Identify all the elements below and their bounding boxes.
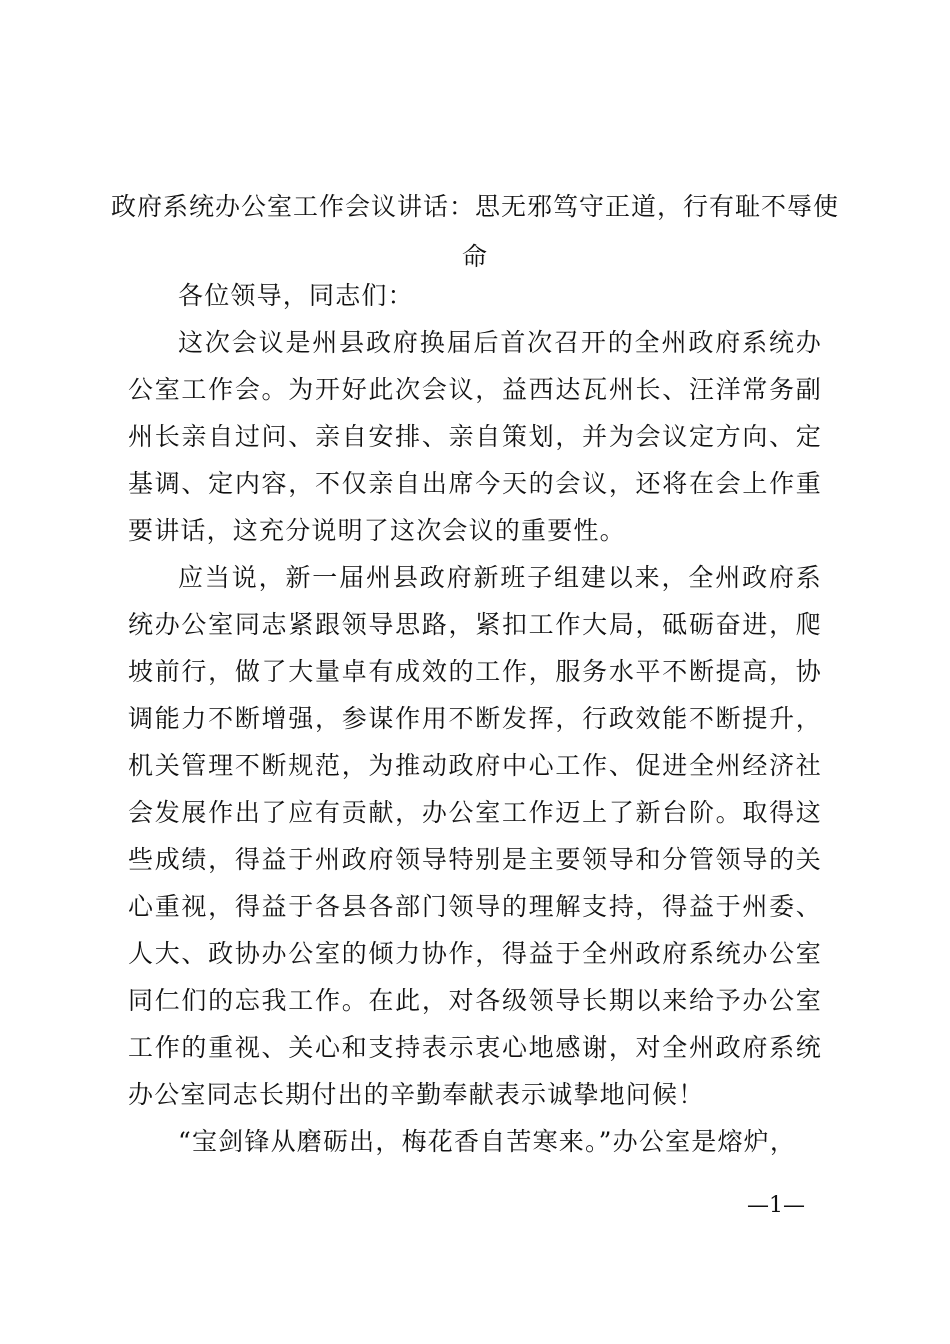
paragraph-2: 应当说，新一届州县政府新班子组建以来，全州政府系统办公室同志紧跟领导思路，紧扣工作大局，砥砺奋进，爬坡前行，做了大量卓有成效的工作，服务水平不断提高，协调能力不断增强，参谋作用不断发挥，行政效能不断提升，机关管理不断规范，为推动政府中心工作、促进全州经济社会发展作出了应有贡献，办公室工作迈上了新台阶。取得这些成绩，得益于州政府领导特别是主要领导和分管领导的关心重视，得益于各县各部门领导的理解支持，得益于州委、人大、政协办公室的倾力协作，得益于全州政府系统办公室同仁们的忘我工作。在此，对各级领导长期以来给予办公室工作的重视、关心和支持表示衷心地感谢，对全州政府系统办公室同志长期付出的辛勤奉献表示诚挚地问候！: [128, 563, 822, 1109]
paragraph-3: “宝剑锋从磨砺出，梅花香自苦寒来。”办公室是熔炉，: [178, 1127, 797, 1156]
document-title: 政府系统办公室工作会议讲话：思无邪笃守正道，行有耻不辱使命: [110, 192, 839, 271]
paragraph-1: 这次会议是州县政府换届后首次召开的全州政府系统办公室工作会。为开好此次会议，益西达瓦州长、汪洋常务副州长亲自过问、亲自安排、亲自策划，并为会议定方向、定基调、定内容，不仅亲自出席今天的会议，还将在会上作重要讲话，这充分说明了这次会议的重要性。: [128, 328, 822, 545]
page-number: —1—: [747, 1193, 805, 1218]
document-body: [128, 272, 822, 1165]
greeting: 各位领导，同志们：: [178, 281, 414, 310]
